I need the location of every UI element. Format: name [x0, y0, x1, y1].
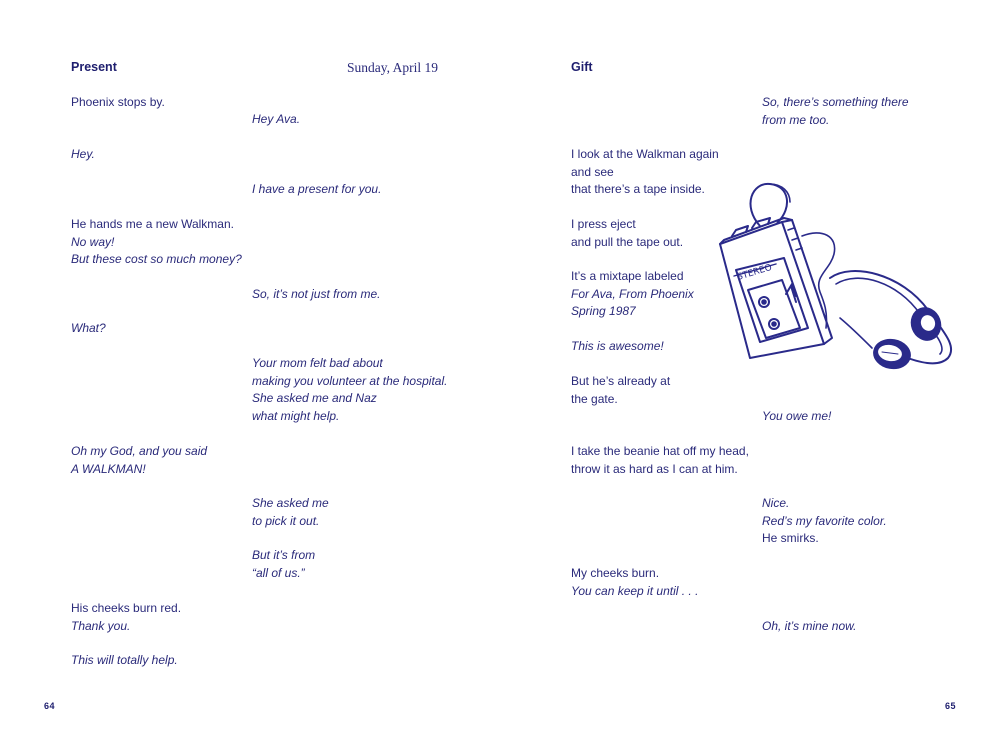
text-line: Phoenix stops by.	[71, 95, 165, 109]
text-line: Oh, it’s mine now.	[762, 619, 857, 633]
stanza	[571, 216, 683, 251]
stanza	[71, 216, 242, 269]
dialogue-phoenix	[762, 94, 909, 129]
page-number-left: 64	[44, 701, 56, 711]
dialogue-phoenix	[762, 618, 857, 636]
text-line: He smirks.	[762, 531, 819, 545]
text-line: She asked me	[252, 496, 329, 510]
dialogue-ava	[71, 146, 95, 164]
stanza	[71, 600, 181, 635]
text-line: and pull the tape out.	[571, 234, 684, 249]
text-line: My cheeks burn.	[571, 566, 660, 580]
dialogue-ava	[71, 320, 106, 338]
text-line: A WALKMAN!	[71, 461, 146, 476]
poem-date: Sunday, April 19	[347, 60, 438, 75]
stanza	[71, 94, 165, 112]
text-line: This is awesome!	[571, 339, 664, 353]
text-line: and see	[571, 164, 614, 179]
dialogue-phoenix	[252, 111, 300, 129]
dialogue-ava	[71, 652, 178, 670]
walkman-with-headphones-icon	[712, 178, 966, 378]
text-line: But these cost so much money?	[71, 252, 242, 266]
text-line: This will totally help.	[71, 653, 178, 667]
stanza	[571, 565, 698, 600]
text-line: Spring 1987	[571, 304, 636, 318]
text-line: throw it as hard as I can at him.	[571, 461, 738, 476]
text-line: making you volunteer at the hospital.	[252, 373, 448, 388]
text-line: His cheeks burn red.	[71, 601, 182, 615]
text-line: But it’s from	[252, 548, 316, 562]
text-line: You owe me!	[762, 409, 832, 423]
dialogue-phoenix	[252, 286, 381, 304]
dialogue-phoenix	[252, 495, 329, 530]
text-line: Nice.	[762, 496, 790, 510]
text-line: You can keep it until . . .	[571, 583, 699, 598]
text-line: “all of us.”	[252, 565, 305, 580]
text-line: that there’s a tape inside.	[571, 182, 705, 196]
text-line: to pick it out.	[252, 513, 320, 528]
text-line: Hey.	[71, 147, 95, 161]
stanza	[571, 443, 749, 478]
text-line: No way!	[71, 234, 115, 249]
stanza	[571, 146, 719, 199]
dialogue-phoenix	[762, 408, 831, 426]
text-line: So, there’s something there	[762, 95, 909, 109]
dialogue-phoenix	[252, 547, 315, 582]
text-line: He hands me a new Walkman.	[71, 217, 234, 231]
poem-title-gift: Gift	[571, 60, 593, 74]
text-line: Hey Ava.	[252, 112, 301, 126]
stanza	[571, 268, 694, 321]
text-line: the gate.	[571, 391, 618, 406]
text-line: Your mom felt bad about	[252, 356, 383, 370]
text-line: what might help.	[252, 408, 340, 423]
text-line: I press eject	[571, 217, 636, 231]
text-line: from me too.	[762, 112, 830, 127]
text-line: I look at the Walkman again	[571, 147, 719, 161]
dialogue-phoenix	[252, 181, 381, 199]
dialogue-phoenix	[252, 355, 447, 425]
text-line: Red’s my favorite color.	[762, 513, 887, 528]
text-line: Oh my God, and you said	[71, 444, 208, 458]
poem-title-present: Present	[71, 60, 117, 74]
text-line: For Ava, From Phoenix	[571, 286, 694, 301]
text-line: I take the beanie hat off my head,	[571, 444, 749, 458]
dialogue-ava	[571, 338, 664, 356]
text-line: She asked me and Naz	[252, 391, 377, 405]
text-line: So, it’s not just from me.	[252, 287, 381, 301]
stanza	[571, 373, 670, 408]
stereo-label: STEREO	[735, 262, 774, 283]
dialogue-phoenix	[762, 495, 887, 548]
dialogue-ava	[71, 443, 207, 478]
text-line: Thank you.	[71, 618, 131, 633]
text-line: It’s a mixtape labeled	[571, 269, 684, 283]
page-number-right: 65	[945, 701, 957, 711]
text-line: What?	[71, 321, 106, 335]
text-line: But he’s already at	[571, 374, 671, 388]
text-line: I have a present for you.	[252, 182, 382, 196]
